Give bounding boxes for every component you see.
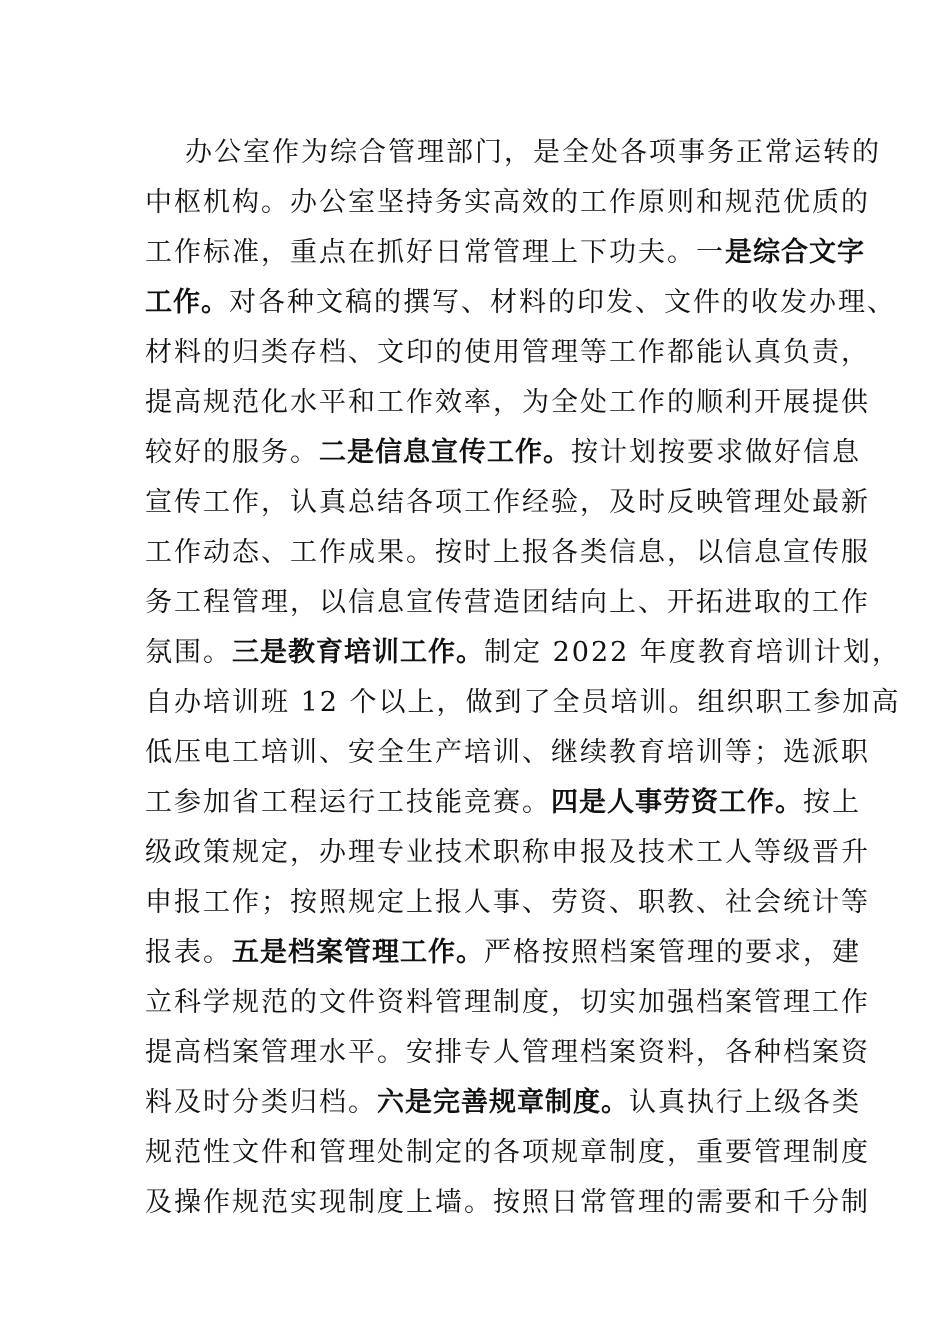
- body-text: 务工程管理，以信息宣传营造团结向上、开拓进取的工作: [145, 587, 870, 618]
- body-text: 工作标准，重点在抓好日常管理上下功夫。一: [145, 237, 725, 268]
- bold-heading-text: 是综合文字: [725, 237, 865, 268]
- body-text: 自办培训班 12 个以上，做到了全员培训。组织职工参加高: [145, 687, 901, 718]
- paragraph-line: [145, 578, 870, 628]
- paragraph-line: [145, 528, 870, 578]
- bold-heading-text: 六是完善规章制度。: [377, 1087, 629, 1118]
- document-body: [145, 128, 901, 1228]
- paragraph-line: [145, 778, 861, 828]
- body-text: 认真执行上级各类: [629, 1087, 861, 1118]
- paragraph-line: [145, 228, 865, 278]
- bold-heading-text: 四是人事劳资工作。: [551, 787, 803, 818]
- paragraph-line: [145, 128, 881, 178]
- paragraph-line: [145, 328, 870, 378]
- bold-heading-text: 二是信息宣传工作。: [319, 437, 571, 468]
- paragraph-line: [145, 678, 901, 728]
- paragraph-line: [145, 828, 870, 878]
- body-text: 料及时分类归档。: [145, 1087, 377, 1118]
- body-text: 工作动态、工作成果。按时上报各类信息，以信息宣传服: [145, 537, 870, 568]
- body-text: 报表。: [145, 937, 232, 968]
- paragraph-line: [145, 428, 861, 478]
- body-text: 制定 2022 年度教育培训计划，: [484, 637, 901, 668]
- paragraph-line: [145, 278, 896, 328]
- body-text: 工参加省工程运行工技能竞赛。: [145, 787, 551, 818]
- body-text: 宣传工作，认真总结各项工作经验，及时反映管理处最新: [145, 487, 870, 518]
- paragraph-line: [145, 928, 861, 978]
- paragraph-line: [145, 1078, 861, 1128]
- paragraph-line: [145, 1128, 870, 1178]
- paragraph-line: [145, 1178, 870, 1228]
- paragraph-line: [145, 978, 870, 1028]
- body-text: 申报工作；按照规定上报人事、劳资、职教、社会统计等: [145, 887, 870, 918]
- body-text: 按计划按要求做好信息: [571, 437, 861, 468]
- paragraph-line: [145, 178, 870, 228]
- body-text: 提高规范化水平和工作效率，为全处工作的顺利开展提供: [145, 387, 870, 418]
- body-text: 对各种文稿的撰写、材料的印发、文件的收发办理、: [229, 287, 896, 318]
- body-text: 按上: [803, 787, 861, 818]
- paragraph-line: [145, 378, 870, 428]
- bold-heading-text: 三是教育培训工作。: [232, 637, 484, 668]
- body-text: 较好的服务。: [145, 437, 319, 468]
- body-text: 立科学规范的文件资料管理制度，切实加强档案管理工作: [145, 987, 870, 1018]
- body-text: 提高档案管理水平。安排专人管理档案资料，各种档案资: [145, 1037, 870, 1068]
- body-text: 级政策规定，办理专业技术职称申报及技术工人等级晋升: [145, 837, 870, 868]
- bold-heading-text: 工作。: [145, 287, 229, 318]
- body-text: 中枢机构。办公室坚持务实高效的工作原则和规范优质的: [145, 187, 870, 218]
- body-text: 及操作规范实现制度上墙。按照日常管理的需要和千分制: [145, 1187, 870, 1218]
- body-text: 规范性文件和管理处制定的各项规章制度，重要管理制度: [145, 1137, 870, 1168]
- paragraph-line: [145, 878, 870, 928]
- paragraph-line: [145, 478, 870, 528]
- body-text: 氛围。: [145, 637, 232, 668]
- paragraph-line: [145, 1028, 870, 1078]
- paragraph-line: [145, 728, 870, 778]
- body-text: 低压电工培训、安全生产培训、继续教育培训等；选派职: [145, 737, 870, 768]
- body-text: 办公室作为综合管理部门，是全处各项事务正常运转的: [185, 137, 881, 168]
- body-text: 材料的归类存档、文印的使用管理等工作都能认真负责，: [145, 337, 870, 368]
- body-text: 严格按照档案管理的要求，建: [484, 937, 861, 968]
- bold-heading-text: 五是档案管理工作。: [232, 937, 484, 968]
- paragraph-line: [145, 628, 901, 678]
